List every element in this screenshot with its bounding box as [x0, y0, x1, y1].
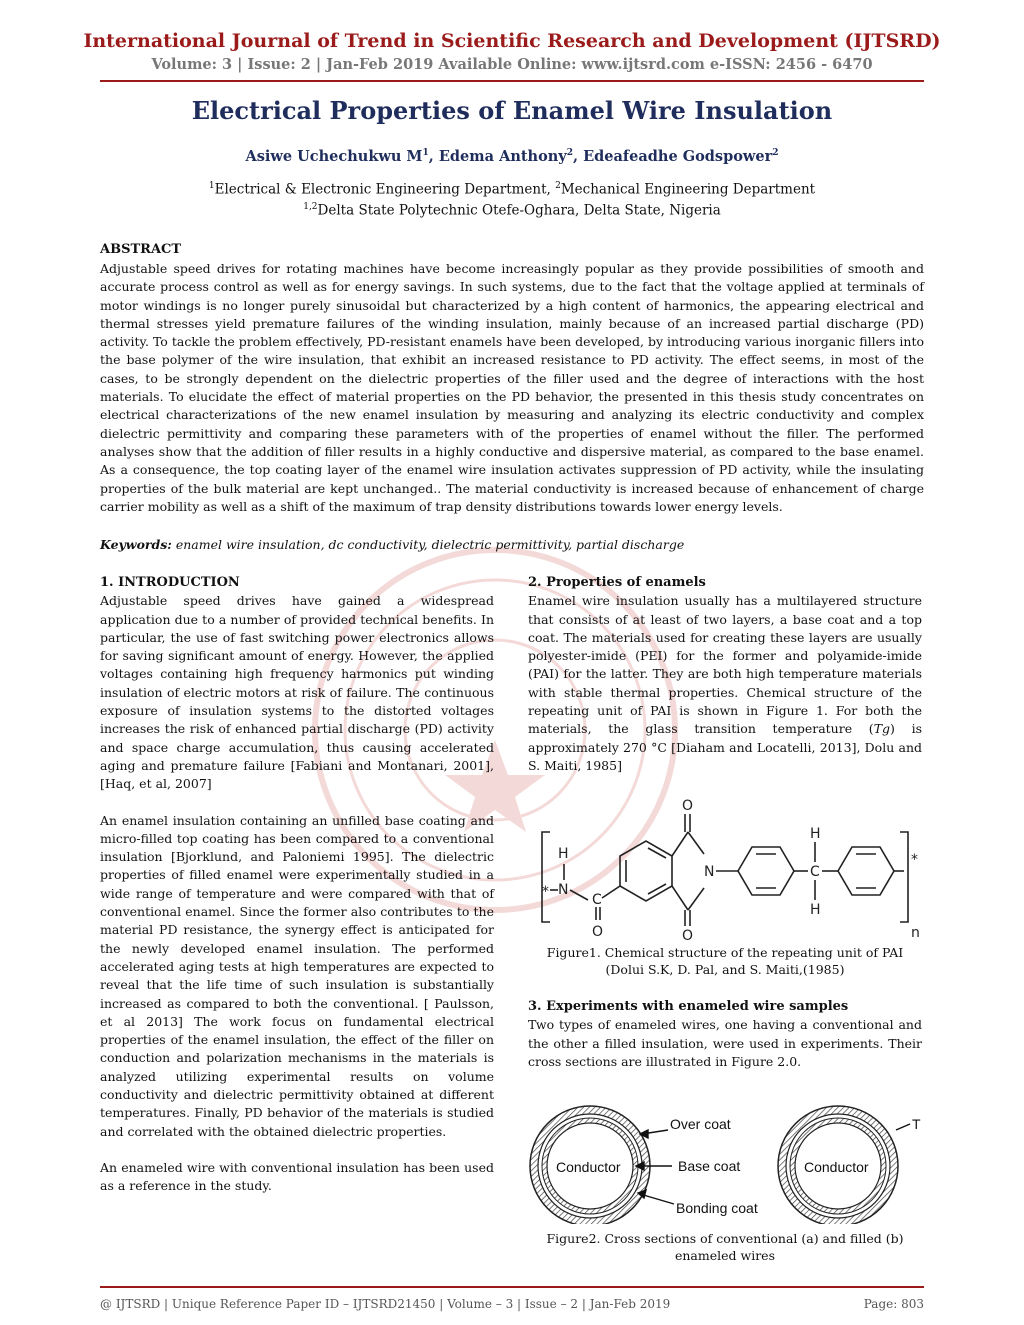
footer-reference: @ IJTSRD | Unique Reference Paper ID – IJTSRD21450 | Volume – 3 | Issue – 2 | Jan-Feb 2019	[100, 1297, 671, 1311]
affiliation-line-1	[0, 181, 1024, 198]
atom-c-methylene: C	[810, 864, 820, 880]
figure-2-wire-cross-sections	[524, 1104, 924, 1224]
right-column-bottom	[528, 998, 922, 1071]
atom-n-left: N	[558, 882, 569, 898]
conductor-label-a: Conductor	[556, 1159, 621, 1175]
properties-text-b: ) is approximately 270 °C [Diaham and Locatelli, 2013], Dolu and S. Maiti, 1985]	[528, 721, 923, 773]
base-coat-label: Base coat	[678, 1158, 741, 1174]
atom-h-top: H	[810, 826, 821, 842]
header-divider	[100, 80, 924, 82]
conductor-label-b: Conductor	[804, 1159, 869, 1175]
atom-h-bottom: H	[810, 902, 821, 918]
abstract-text: Adjustable speed drives for rotating machines have become increasingly popular as they provide possibilities of smooth and accurate process control as well as for energy savings. In such systems, due to the fact that the voltage applied at terminals of motor windings is no longer purely sinusoidal but characterized by a high content of harmonics, the appearing electrical and thermal stresses yield premature failures of the winding insulation, mainly because of an increased partial discharge (PD) activity. To tackle the problem effectively, PD-resistant enamels have been developed, by introducing various inorganic fillers into the base polymer of the wire insulation, that exhibit an increased resistance to PD activity. The effect seems, in most of the cases, to be strongly dependent on the dielectric properties of the filler used and the degree of interactions with the host materials. To elucidate the effect of material properties on the PD behavior, the presented in this thesis study concentrates on electrical characterizations of the new enamel insulation by measuring and analyzing its electric conductivity and complex dielectric permittivity and comparing these parameters with of the properties of enamel without the filler. The performed analyses show that the addition of filler results in a highly conductive and dispersive material, as compared to the base enamel. As a consequence, the top coating layer of the enamel wire insulation activates suppression of PD activity, while the insulating properties of the bulk material are kept unchanged.. The material conductivity is increased because of enhancement of charge carrier mobility as well as a shift of the maximum of trap density distributions towards lower energy levels.	[100, 261, 924, 514]
atom-star-right: *	[911, 852, 918, 868]
author-1-sup: 1	[422, 148, 429, 159]
affil-dept-2: Mechanical Engineering Department	[560, 181, 816, 198]
footer-divider	[100, 1286, 924, 1288]
figure-2-caption-line-2: enameled wires	[674, 1248, 775, 1263]
atom-c-carbonyl: C	[592, 892, 602, 908]
author-3: , Edeafeadhe Godspower	[573, 148, 773, 165]
figure-1-caption-line-1: Figure1. Chemical structure of the repeating unit of PAI	[546, 945, 904, 960]
journal-meta: Volume: 3 | Issue: 2 | Jan-Feb 2019 Available Online: www.ijtsrd.com e-ISSN: 2456 - 6470	[151, 56, 873, 73]
subscript-n: n	[911, 925, 920, 941]
keywords	[100, 537, 924, 552]
atom-star-left: *	[542, 884, 549, 900]
experiments-heading: 3. Experiments with enameled wire samples	[528, 999, 849, 1014]
atom-o-top: O	[682, 798, 694, 814]
wire-b-cross-section	[778, 1106, 921, 1224]
atom-h-left: H	[558, 846, 569, 862]
properties-text-a: Enamel wire insulation usually has a multilayered structure that consists of at least of two layers, a base coat and a top coat. The materials used for creating these layers are usually polyester-imide (PEI) for the former and polyamide-imide (PAI) for the latter. They are both high temperature materials with stable thermal properties. Chemical structure of the repeating unit of PAI is shown in Figure 1. For both the materials, the glass transition temperature (	[528, 593, 922, 737]
abstract-heading: ABSTRACT	[100, 242, 182, 257]
figure-2-caption-line-1: Figure2. Cross sections of conventional (a) and filled (b)	[546, 1231, 904, 1246]
left-column	[100, 574, 494, 1196]
affil-institution: Delta State Polytechnic Otefe-Oghara, Delta State, Nigeria	[317, 202, 721, 219]
author-2: , Edema Anthony	[428, 148, 567, 165]
paper-title: Electrical Properties of Enamel Wire Insulation	[191, 96, 833, 125]
affil-dept-1: Electrical & Electronic Engineering Department,	[214, 181, 556, 198]
affil-sup-1: 1	[208, 181, 215, 191]
intro-paragraph-3: An enameled wire with conventional insulation has been used as a reference in the study.	[100, 1159, 494, 1194]
atom-n-imide: N	[704, 864, 715, 880]
tg-symbol: Tg	[873, 721, 891, 737]
keywords-label: Keywords:	[100, 537, 172, 552]
author-2-sup: 2	[566, 148, 574, 159]
intro-heading: 1. INTRODUCTION	[100, 575, 240, 590]
affil-sup-2: 2	[555, 181, 561, 191]
author-3-sup: 2	[772, 148, 779, 159]
atom-o-bottom: O	[682, 928, 694, 942]
author-1: Asiwe Uchechukwu M	[245, 148, 423, 165]
figure-1-caption	[528, 944, 922, 978]
author-list	[0, 148, 1024, 165]
journal-title: International Journal of Trend in Scientific Research and Development (IJTSRD)	[83, 30, 941, 52]
page-number: Page: 803	[863, 1297, 924, 1311]
properties-heading: 2. Properties of enamels	[528, 575, 706, 590]
right-column-top	[528, 574, 922, 775]
bonding-coat-label: Bonding coat	[676, 1200, 758, 1216]
over-coat-label: Over coat	[670, 1116, 731, 1132]
cut-off-label: T	[912, 1116, 921, 1132]
intro-paragraph-2: An enamel insulation containing an unfilled base coating and micro-filled top coating has been compared to a conventional insulation [Bjorklund, and Paloniemi 1995]. The dielectric properties of filled enamel were experimentally studied in a wide range of temperature and were compared with that of conventional enamel. Since the former also contributes to the material PD resistance, the synergy effect is anticipated for the newly developed enamel insulation. The performed accelerated aging tests at high temperatures are expected to reveal that the life time of such insulation is substantially increased as compared to both the conventional. [ Paulsson, et al 2013] The work focus on fundamental electrical properties of the enamel insulation, the effect of the filler on conduction and polarization mechanisms in the materials is analyzed utilizing experimental results on volume conductivity and dielectric permittivity obtained at different temperatures. Finally, PD behavior of the materials is studied and correlated with the obtained dielectric properties.	[100, 812, 494, 1139]
affiliation-line-2	[0, 202, 1024, 219]
experiments-paragraph: Two types of enameled wires, one having a conventional and the other a filled insulation, were used in experiments. Their cross sections are illustrated in Figure 2.0.	[528, 1017, 922, 1069]
figure-1-chemical-structure	[528, 792, 922, 942]
properties-paragraph	[528, 592, 922, 775]
intro-paragraph-1: Adjustable speed drives have gained a widespread application due to a number of provided technical benefits. In particular, the use of fast switching power electronics allows for saving significant amount of energy. However, the applied voltages containing high frequency harmonics put winding insulation of electric motors at risk of failure. The continuous exposure of insulation systems to the distorted voltages increases the risk of enhanced partial discharge (PD) activity and space charge accumulation, thus causing accelerated aging and premature failure [Fabiani and Montanari, 2001], [Haq, et al, 2007]	[100, 593, 494, 792]
figure-1-caption-line-2: (Dolui S.K, D. Pal, and S. Maiti,(1985)	[605, 962, 845, 977]
keywords-text: enamel wire insulation, dc conductivity, dielectric permittivity, partial discharge	[171, 537, 685, 552]
figure-2-caption	[528, 1230, 922, 1264]
wire-a-cross-section	[530, 1106, 650, 1224]
atom-o-carbonyl: O	[592, 924, 604, 940]
affil-sup-12: 1,2	[303, 202, 318, 212]
